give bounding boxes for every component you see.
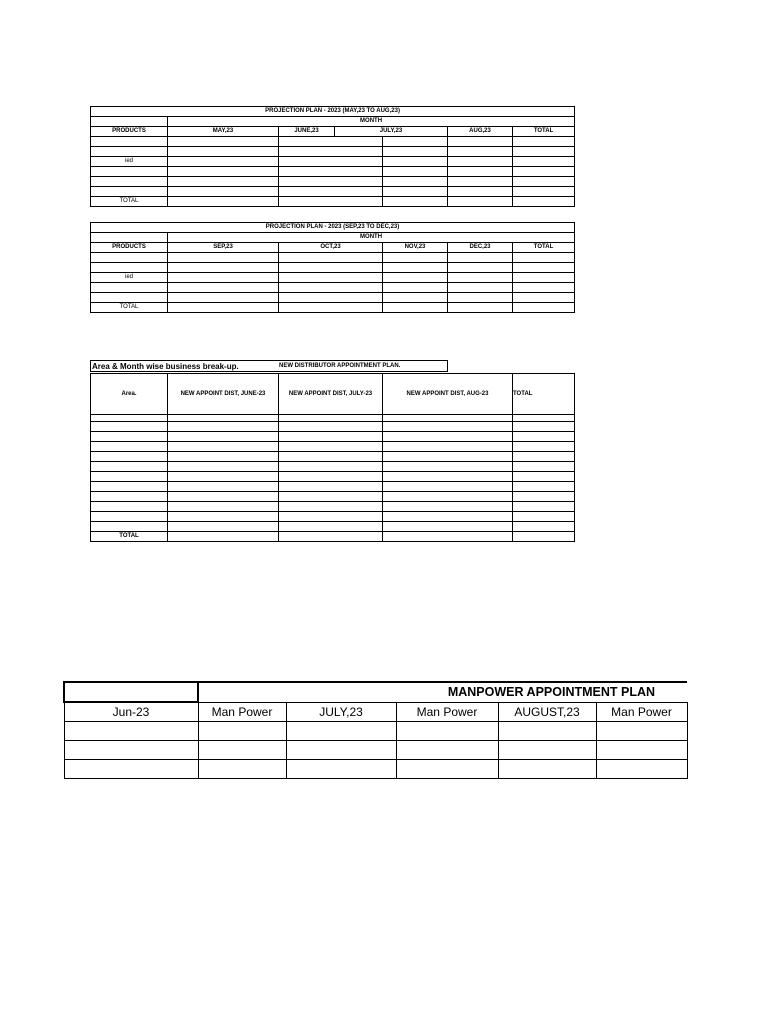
table-row [91, 512, 575, 522]
table-row [91, 263, 575, 273]
row-label: ied [91, 157, 168, 167]
table-row [91, 167, 575, 177]
table-row [91, 157, 575, 167]
empty-cell [91, 233, 168, 243]
col-header-total: TOTAL [513, 243, 575, 253]
col-header-june: JUNE,23 [279, 127, 335, 137]
table-row [91, 177, 575, 187]
table-row [91, 462, 575, 472]
col-header-aug: AUG,23 [448, 127, 513, 137]
table-row [91, 187, 575, 197]
total-row [91, 303, 575, 313]
area-title: Area & Month wise business break-up. [92, 362, 239, 371]
col-header-july: NEW APPOINT DIST, JULY-23 [279, 374, 383, 415]
table-row [91, 432, 575, 442]
manpower-appointment-table [63, 681, 688, 779]
table-row [91, 442, 575, 452]
col-header-area: Area. [91, 374, 168, 415]
total-label: TOTAL [91, 303, 168, 313]
total-label: TOTAL [91, 532, 168, 542]
col-header-total: TOTAL [513, 374, 575, 415]
table-row [91, 415, 575, 422]
col-header-august: AUGUST,23 [498, 702, 596, 722]
total-label: TOTAL [91, 197, 168, 207]
empty-cell [91, 117, 168, 127]
col-header-dec: DEC,23 [448, 243, 513, 253]
table-row [91, 522, 575, 532]
table-row [91, 502, 575, 512]
table3-title-bar [90, 360, 448, 372]
table-row [91, 492, 575, 502]
table-row [91, 137, 575, 147]
projection-table-sep-dec [90, 222, 575, 313]
col-header-sep: SEP,23 [168, 243, 279, 253]
table-row [91, 283, 575, 293]
distributor-appointment-table [90, 373, 575, 542]
month-header: MONTH [168, 117, 575, 127]
col-header-july: JULY,23 [286, 702, 396, 722]
table-title: PROJECTION PLAN - 2023 (MAY,23 TO AUG,23) [91, 107, 575, 117]
table-row [91, 422, 575, 432]
projection-table-may-aug [90, 106, 575, 207]
col-header-manpower-2: Man Power [396, 702, 498, 722]
table-row [91, 472, 575, 482]
table-row [64, 722, 687, 741]
col-header-oct: OCT,23 [279, 243, 383, 253]
table-row [91, 253, 575, 263]
table-row [91, 452, 575, 462]
col-header-manpower-3: Man Power [596, 702, 687, 722]
table-row [64, 741, 687, 760]
col-header-june: NEW APPOINT DIST, JUNE-23 [168, 374, 279, 415]
table-row [91, 482, 575, 492]
table-row [91, 293, 575, 303]
distributor-plan-title: NEW DISTRIBUTOR APPOINTMENT PLAN. [279, 363, 401, 369]
month-header: MONTH [168, 233, 575, 243]
col-header-may: MAY,23 [168, 127, 279, 137]
empty-header-cell [64, 682, 198, 702]
table-row [91, 147, 575, 157]
row-label: ied [91, 273, 168, 283]
col-header-total: TOTAL [513, 127, 575, 137]
col-header-manpower-1: Man Power [198, 702, 286, 722]
col-header-products: PRODUCTS [91, 127, 168, 137]
col-header-products: PRODUCTS [91, 243, 168, 253]
col-header-aug: NEW APPOINT DIST, AUG-23 [383, 374, 513, 415]
col-header-nov: NOV,23 [383, 243, 448, 253]
manpower-title: MANPOWER APPOINTMENT PLAN [198, 682, 687, 702]
col-header-jun: Jun-23 [64, 702, 198, 722]
table-title: PROJECTION PLAN - 2023 (SEP,23 TO DEC,23) [91, 223, 575, 233]
total-row [91, 197, 575, 207]
table-row [91, 273, 575, 283]
col-header-july: JULY,23 [335, 127, 448, 137]
total-row [91, 532, 575, 542]
table-row [64, 760, 687, 779]
